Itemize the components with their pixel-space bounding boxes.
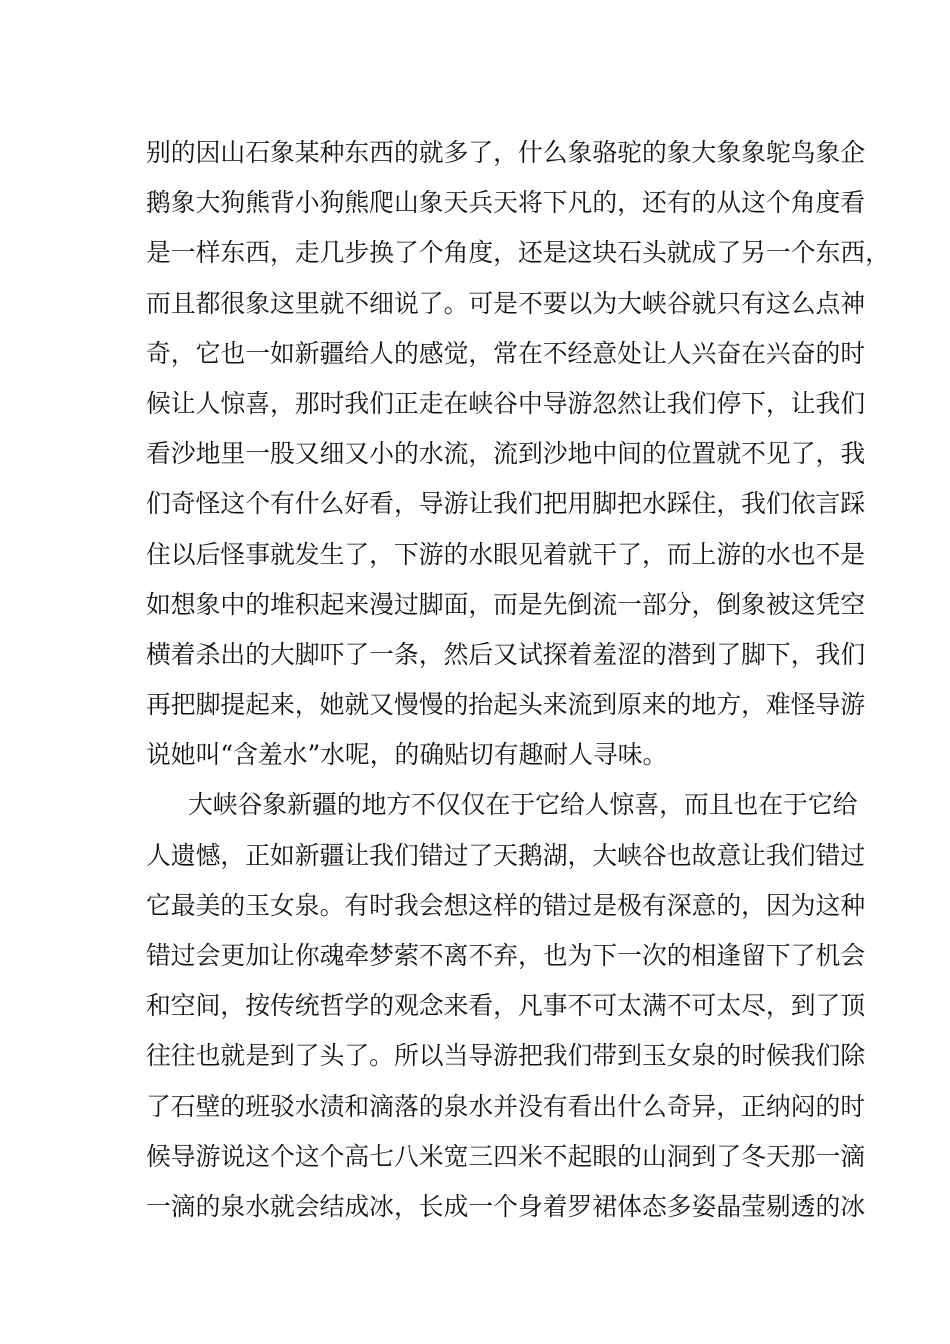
text-line: 别的因山石象某种东西的就多了，什么象骆驼的象大象象鸵鸟象企 (146, 138, 866, 167)
text-line: 横着杀出的大脚吓了一条，然后又试探着羞涩的潜到了脚下，我们 (146, 639, 866, 669)
text-line: 错过会更加让你魂牵梦萦不离不弃，也为下一次的相逢留下了机会 (146, 941, 866, 970)
text-line: 鹅象大狗熊背小狗熊爬山象天兵天将下凡的，还有的从这个角度看 (146, 188, 866, 218)
text-line: 们奇怪这个有什么好看，导游让我们把用脚把水踩住，我们依言踩 (146, 489, 866, 519)
body-text (146, 128, 890, 1232)
text-line: 一滴的泉水就会结成冰，长成一个身着罗裙体态多姿晶莹剔透的冰 (146, 1191, 866, 1221)
text-line: 看沙地里一股又细又小的水流，流到沙地中间的位置就不见了，我 (146, 439, 866, 469)
text-line: 人遗憾，正如新疆让我们错过了天鹅湖，大峡谷也故意让我们错过 (146, 840, 866, 870)
text-line: 是一样东西，走几步换了个角度，还是这块石头就成了另一个东西， (146, 238, 890, 268)
text-line: 它最美的玉女泉。有时我会想这样的错过是极有深意的，因为这种 (146, 890, 866, 920)
text-line: 和空间，按传统哲学的观念来看，凡事不可太满不可太尽，到了顶 (146, 991, 866, 1021)
text-line: 候导游说这个这个高七八米宽三四米不起眼的山洞到了冬天那一滴 (146, 1141, 866, 1171)
text-line: 了石壁的班驳水渍和滴落的泉水并没有看出什么奇异，正纳闷的时 (146, 1091, 866, 1121)
text-line: 候让人惊喜，那时我们正走在峡谷中导游忽然让我们停下，让我们 (146, 388, 866, 418)
text-line-indented: 大峡谷象新疆的地方不仅仅在于它给人惊喜，而且也在于它给 (188, 790, 858, 820)
text-line: 而且都很象这里就不细说了。可是不要以为大峡谷就只有这么点神 (146, 288, 866, 318)
text-line: 往往也就是到了头了。所以当导游把我们带到玉女泉的时候我们除 (146, 1041, 866, 1071)
text-line-last: 说她叫“含羞水”水呢，的确贴切有趣耐人寻味。 (146, 740, 668, 770)
text-line: 奇，它也一如新疆给人的感觉，常在不经意处让人兴奋在兴奋的时 (146, 338, 866, 368)
paragraph-1 (146, 128, 890, 780)
text-line: 再把脚提起来，她就又慢慢的抬起头来流到原来的地方，难怪导游 (146, 690, 866, 720)
paragraph-2 (146, 780, 866, 1232)
text-line: 如想象中的堆积起来漫过脚面，而是先倒流一部分，倒象被这凭空 (146, 589, 866, 619)
text-line: 住以后怪事就发生了，下游的水眼见着就干了，而上游的水也不是 (146, 539, 866, 569)
